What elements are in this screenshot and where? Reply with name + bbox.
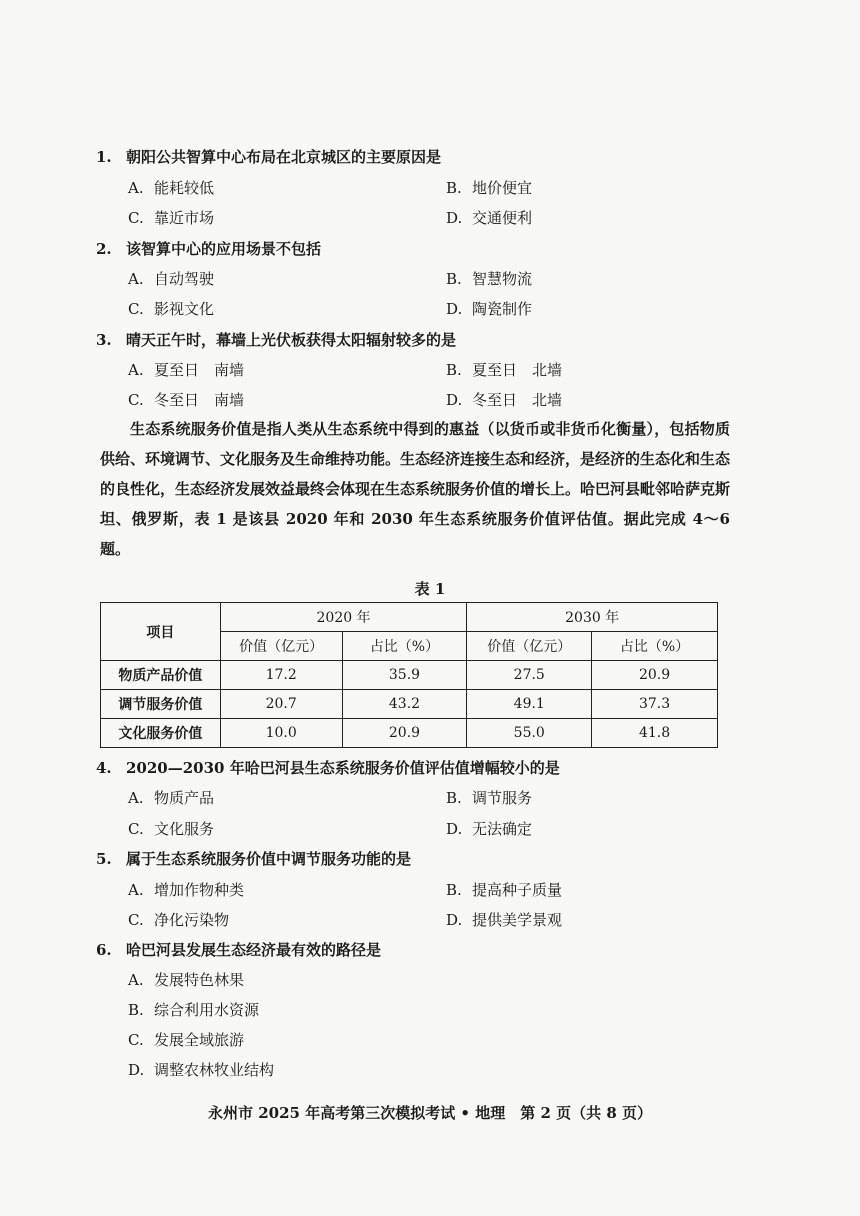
table-header-item: 项目 (101, 603, 221, 661)
question-5-stem (96, 848, 411, 869)
q1-option-b: B. 地价便宜 (446, 179, 533, 197)
table-row (101, 690, 718, 719)
table-subheader: 占比（%） (342, 632, 467, 661)
q2-option-b: B. 智慧物流 (446, 270, 533, 288)
table-header-year: 2030 年 (467, 603, 718, 632)
q2-option-d: D. 陶瓷制作 (446, 300, 533, 318)
q3-option-c: C. 冬至日 南墙 (128, 391, 245, 409)
table-cell: 55.0 (467, 719, 592, 748)
question-4-stem (96, 757, 560, 778)
q1-option-a: A. 能耗较低 (128, 179, 215, 197)
question-text: 朝阳公共智算中心布局在北京城区的主要原因是 (126, 148, 442, 166)
question-number: 4. (96, 759, 112, 777)
question-number: 6. (96, 941, 112, 959)
q4-option-c: C. 文化服务 (128, 820, 215, 838)
question-6-stem (96, 939, 381, 960)
table-cell: 43.2 (342, 690, 467, 719)
table-cell: 37.3 (592, 690, 718, 719)
table-cell: 17.2 (220, 661, 342, 690)
q5-option-a: A. 增加作物种类 (128, 881, 245, 899)
q6-option-a: A. 发展特色林果 (128, 971, 245, 989)
q5-option-c: C. 净化污染物 (128, 911, 230, 929)
table-cell: 49.1 (467, 690, 592, 719)
table-subheader: 价值（亿元） (220, 632, 342, 661)
question-1-stem (96, 146, 441, 167)
question-text: 晴天正午时，幕墙上光伏板获得太阳辐射较多的是 (126, 331, 457, 349)
table-row-label: 物质产品价值 (101, 661, 221, 690)
table-cell: 35.9 (342, 661, 467, 690)
q4-option-d: D. 无法确定 (446, 820, 533, 838)
table-row-label: 文化服务价值 (101, 719, 221, 748)
table-row-label: 调节服务价值 (101, 690, 221, 719)
table-cell: 27.5 (467, 661, 592, 690)
q6-option-b: B. 综合利用水资源 (128, 1001, 260, 1019)
table-subheader: 价值（亿元） (467, 632, 592, 661)
table-subheader: 占比（%） (592, 632, 718, 661)
table-cell: 20.7 (220, 690, 342, 719)
question-text: 该智算中心的应用场景不包括 (126, 240, 322, 258)
page-footer: 永州市 2025 年高考第三次模拟考试 • 地理 第 2 页（共 8 页） (208, 1104, 652, 1122)
q3-option-b: B. 夏至日 北墙 (446, 361, 563, 379)
q4-option-a: A. 物质产品 (128, 789, 215, 807)
q5-option-d: D. 提供美学景观 (446, 911, 563, 929)
table-cell: 20.9 (342, 719, 467, 748)
ecosystem-value-table (100, 602, 718, 748)
q1-option-d: D. 交通便利 (446, 209, 533, 227)
q5-option-b: B. 提高种子质量 (446, 881, 563, 899)
question-text: 哈巴河县发展生态经济最有效的路径是 (126, 941, 382, 959)
table-header-year: 2020 年 (220, 603, 467, 632)
question-number: 2. (96, 240, 112, 258)
question-number: 1. (96, 148, 112, 166)
table-row (101, 661, 718, 690)
table-cell: 10.0 (220, 719, 342, 748)
table-row (101, 719, 718, 748)
table-caption: 表 1 (414, 580, 446, 598)
q2-option-c: C. 影视文化 (128, 300, 215, 318)
question-number: 5. (96, 850, 112, 868)
question-3-stem (96, 329, 456, 350)
question-text: 属于生态系统服务价值中调节服务功能的是 (126, 850, 412, 868)
table-cell: 41.8 (592, 719, 718, 748)
q4-option-b: B. 调节服务 (446, 789, 533, 807)
table-cell: 20.9 (592, 661, 718, 690)
q1-option-c: C. 靠近市场 (128, 209, 215, 227)
q6-option-c: C. 发展全域旅游 (128, 1031, 245, 1049)
q3-option-a: A. 夏至日 南墙 (128, 361, 245, 379)
q6-option-d: D. 调整农林牧业结构 (128, 1061, 275, 1079)
q2-option-a: A. 自动驾驶 (128, 270, 215, 288)
q3-option-d: D. 冬至日 北墙 (446, 391, 563, 409)
reading-passage: 生态系统服务价值是指人类从生态系统中得到的惠益（以货币或非货币化衡量），包括物质供给、环境调节、文化服务及生命维持功能。生态经济连接生态和经济，是经济的生态化和生态的良性化，生态经济发展效益最终会体现在生态系统服务价值的增长上。哈巴河县毗邻哈萨克斯坦、俄罗斯，表 1 是该县 2020 年和 2030 年生态系统服务价值评估值。据此完成 4～6 题。 (100, 420, 731, 558)
question-number: 3. (96, 331, 112, 349)
question-text: 2020—2030 年哈巴河县生态系统服务价值评估值增幅较小的是 (126, 759, 560, 777)
question-2-stem (96, 238, 321, 259)
